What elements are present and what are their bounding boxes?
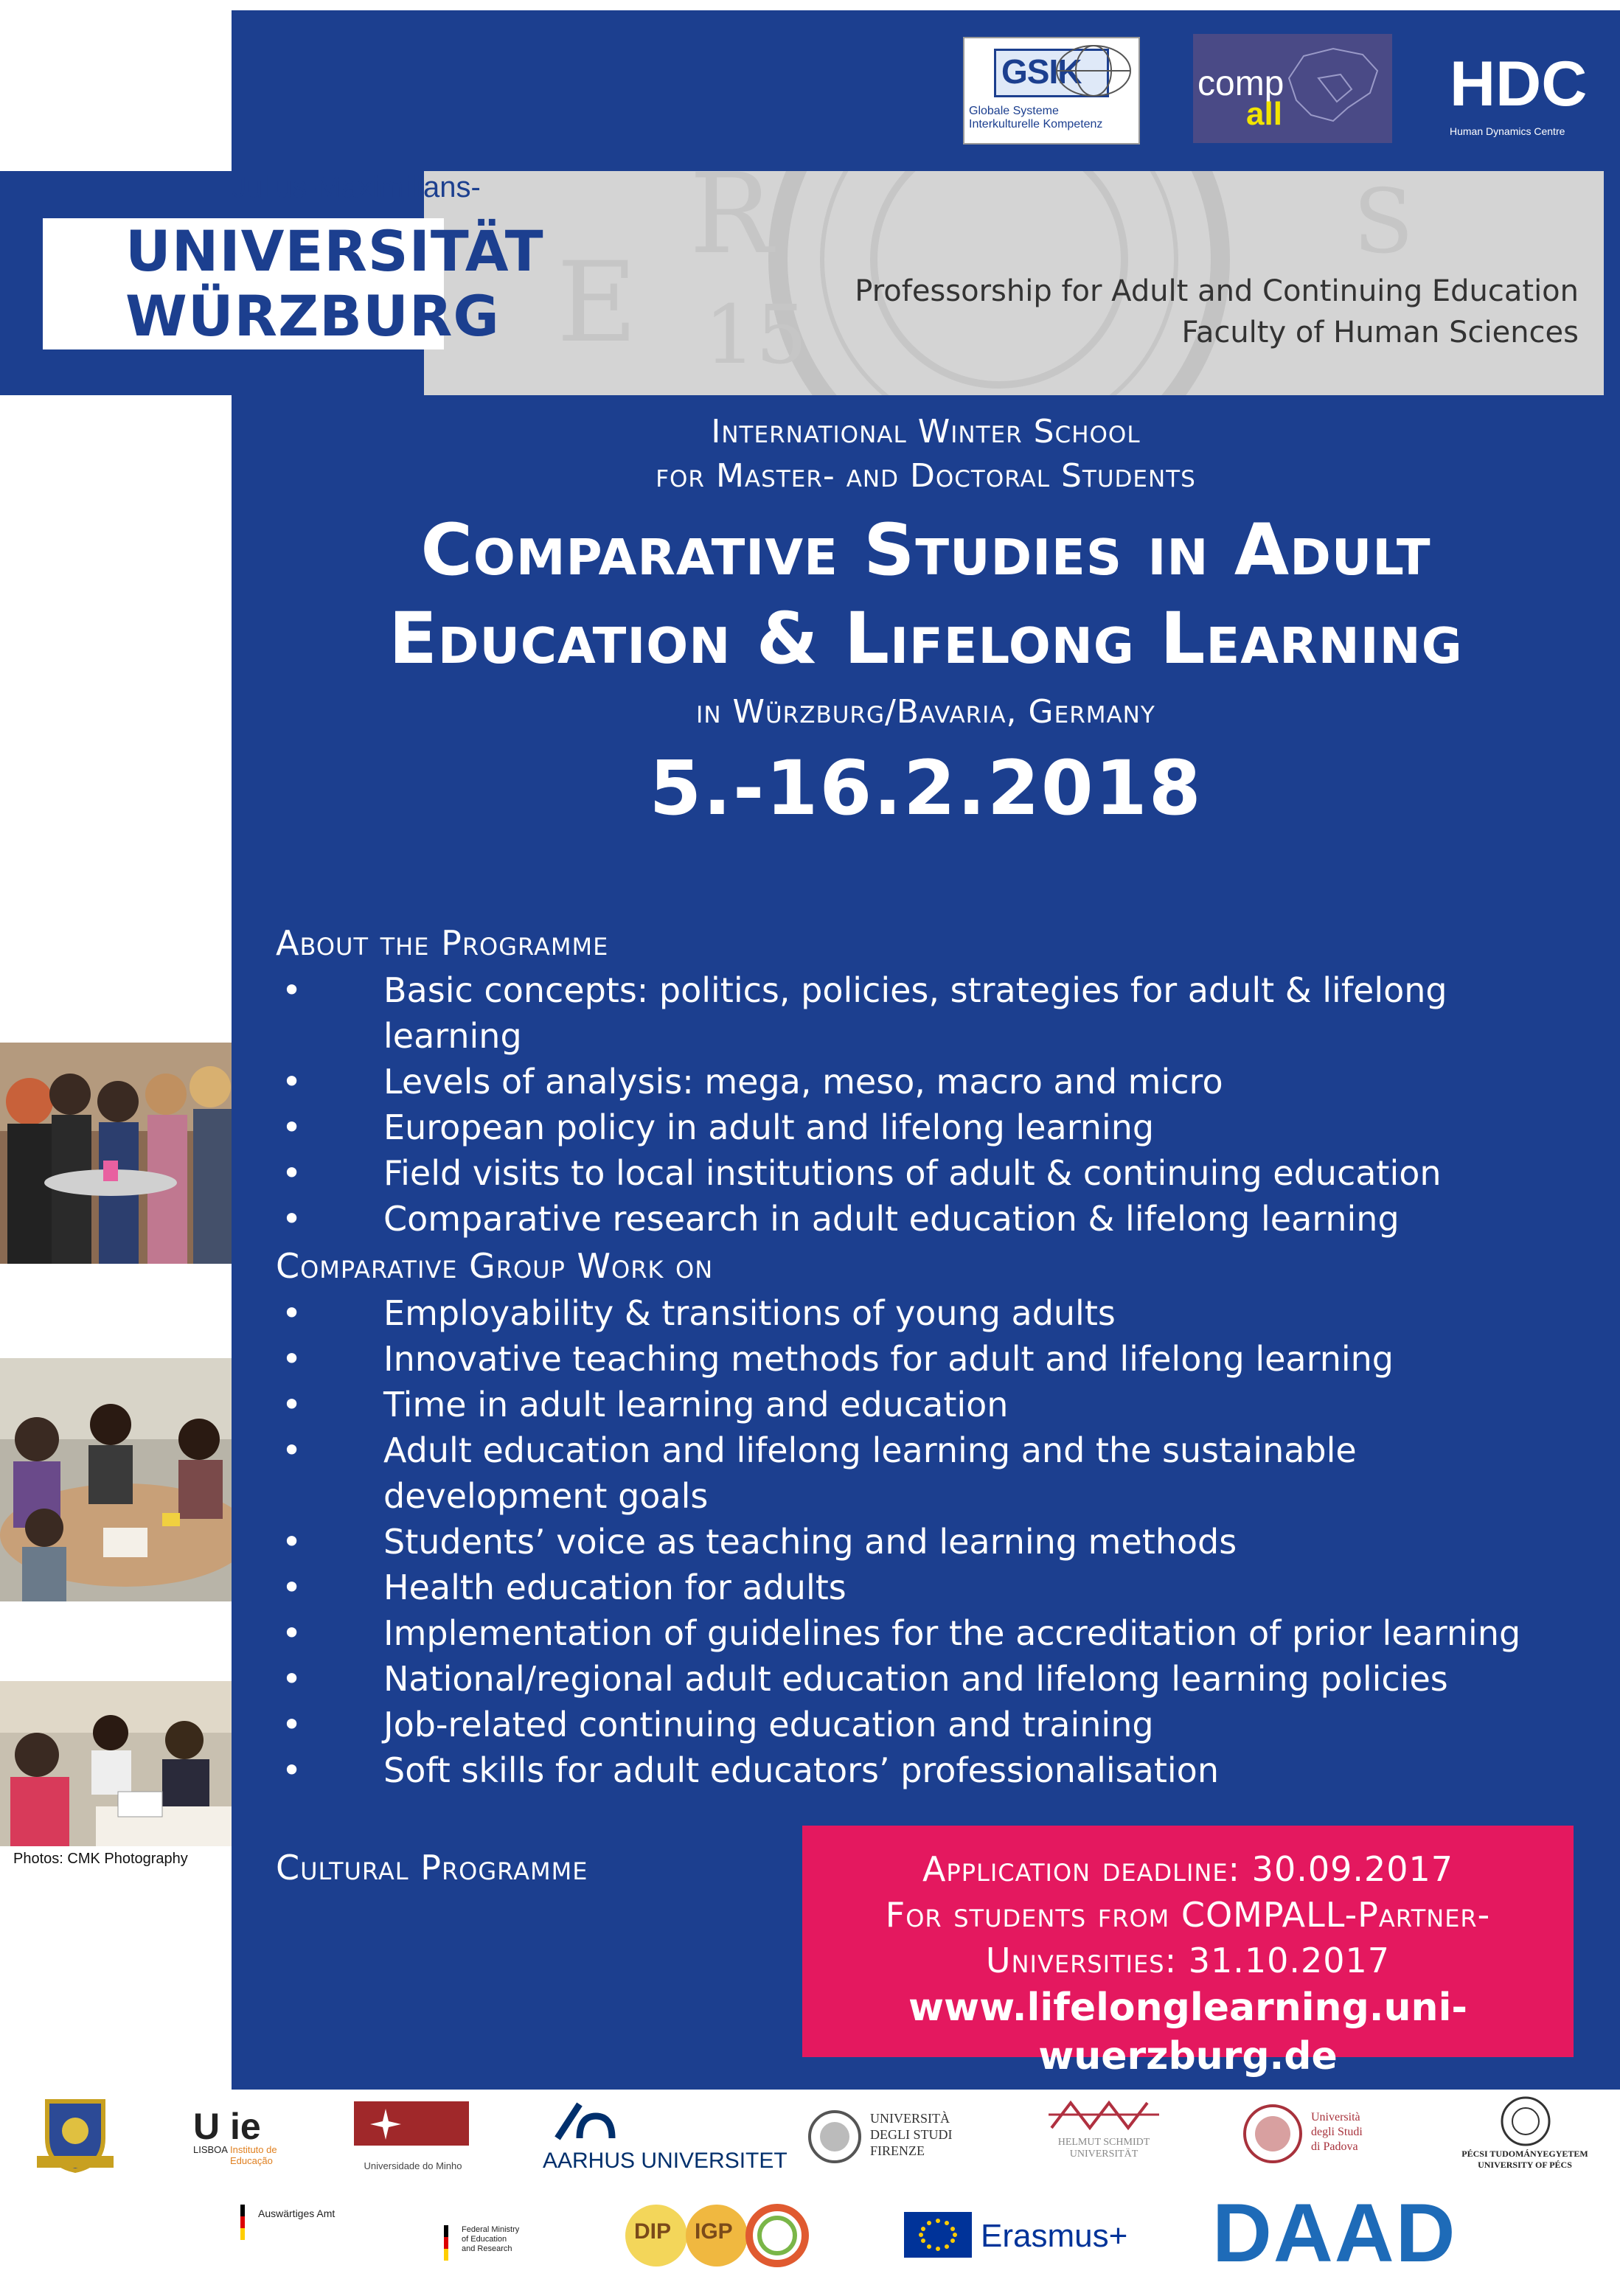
deadline-line3: Universities: 31.10.2017 <box>985 1941 1391 1980</box>
padova-line3: di Padova <box>1311 2140 1358 2153</box>
firenze-line3: FIRENZE <box>870 2143 925 2158</box>
photo-seminar <box>0 1681 232 1846</box>
svg-text:S: S <box>1353 171 1414 274</box>
gsik-logo <box>963 37 1140 145</box>
hsu-mark-icon <box>1049 2098 1159 2132</box>
bullet-icon: • <box>282 1705 302 1744</box>
auswaertiges-name: Auswärtiges Amt <box>258 2208 336 2219</box>
bmbf-line3: and Research <box>462 2244 512 2253</box>
event-type-line2: for Master- and Doctoral Students <box>656 457 1196 495</box>
erasmus-logo <box>904 2212 1128 2259</box>
partner-crest-logo <box>32 2094 118 2174</box>
bullet-icon: • <box>282 970 302 1010</box>
firenze-line2: DEGLI STUDI <box>870 2127 953 2142</box>
list-item-text: Comparative research in adult education & lifelong learning <box>383 1199 1400 1239</box>
bullet-icon: • <box>282 1750 302 1790</box>
compall-mark2: all <box>1246 96 1282 132</box>
list-item <box>276 1702 1588 1747</box>
list-item-text: Health education for adults <box>383 1568 846 1607</box>
aarhus-name: AARHUS UNIVERSITET <box>543 2149 788 2173</box>
svg-text:15: 15 <box>704 288 807 382</box>
bmbf-logo <box>438 2212 541 2271</box>
bullet-icon: • <box>282 1293 302 1333</box>
list-item <box>276 1104 1588 1150</box>
list-item-text: Soft skills for adult educators’ professionalisation <box>383 1750 1219 1790</box>
about-list <box>276 967 1588 1242</box>
svg-text:R: R <box>689 171 773 279</box>
dip-igp-logo <box>621 2200 813 2271</box>
group-work-list <box>276 1290 1588 1793</box>
svg-text:E: E <box>557 239 638 367</box>
photo-caption: Photos: CMK Photography <box>13 1851 188 1867</box>
bullet-icon: • <box>282 1568 302 1607</box>
german-flag-icon <box>438 2225 456 2262</box>
hdc-logo <box>1450 49 1588 145</box>
list-item-text: Job-related continuing education and training <box>383 1705 1154 1744</box>
list-item <box>276 1382 1588 1427</box>
bmbf-line2: of Education <box>462 2235 507 2244</box>
pecs-logo <box>1451 2095 1599 2174</box>
bullet-icon: • <box>282 1613 302 1653</box>
cultural-heading: Cultural Programme <box>276 1848 588 1888</box>
hdc-sub: Human Dynamics Centre <box>1450 125 1565 137</box>
eu-flag-icon <box>904 2212 972 2258</box>
daad-name: DAAD <box>1212 2187 1457 2279</box>
bullet-icon: • <box>282 1339 302 1379</box>
list-item-text: Levels of analysis: mega, meso, macro and micro <box>383 1062 1223 1102</box>
faculty-line: Faculty of Human Sciences <box>1181 316 1579 349</box>
compall-mark1: comp <box>1197 64 1284 103</box>
list-item <box>276 1610 1588 1656</box>
list-item <box>276 1656 1588 1702</box>
bullet-icon: • <box>282 1199 302 1239</box>
list-item <box>276 1336 1588 1382</box>
lisboa-label: LISBOA <box>193 2144 228 2155</box>
igp-mark: IGP <box>695 2219 733 2244</box>
ie-label: Instituto de Educação <box>230 2144 277 2166</box>
list-item-text: Time in adult learning and education <box>383 1385 1009 1424</box>
list-item-text: European policy in adult and lifelong learning <box>383 1107 1155 1147</box>
auswaertiges-amt-logo <box>234 2205 360 2256</box>
list-item <box>276 1150 1588 1196</box>
deadline-box <box>802 1826 1574 2078</box>
hsu-logo <box>1041 2098 1167 2171</box>
list-item-text: Adult education and lifelong learning and the sustainable development goals <box>383 1430 1357 1516</box>
bullet-icon: • <box>282 1153 302 1193</box>
list-item-text: Employability & transitions of young adults <box>383 1293 1116 1333</box>
list-item <box>276 1565 1588 1610</box>
about-heading: About the Programme <box>276 923 609 963</box>
hsu-line1: HELMUT SCHMIDT <box>1057 2137 1150 2148</box>
padova-line1: Università <box>1311 2111 1360 2123</box>
list-item <box>276 1519 1588 1565</box>
list-item-text: Basic concepts: politics, policies, strategies for adult & lifelong learning <box>383 970 1447 1056</box>
gsik-mark: GSIK <box>1001 52 1082 91</box>
list-item <box>276 1290 1588 1336</box>
hdc-mark: HDC <box>1450 49 1588 119</box>
list-item <box>276 1747 1588 1793</box>
list-item-text: National/regional adult education and lifelong learning policies <box>383 1659 1448 1699</box>
bmbf-line1: Federal Ministry <box>462 2225 520 2234</box>
university-name-small: Julius-Maximilians- <box>232 171 481 203</box>
bullet-icon: • <box>282 1107 302 1147</box>
aarhus-mark-icon <box>550 2101 616 2143</box>
bullet-icon: • <box>282 1659 302 1699</box>
event-location: in Würzburg/Bavaria, Germany <box>696 693 1155 731</box>
deadline-line1: Application deadline: 30.09.2017 <box>922 1849 1454 1889</box>
erasmus-name: Erasmus+ <box>981 2218 1128 2254</box>
pecs-line1: PÉCSI TUDOMÁNYEGYETEM <box>1461 2149 1588 2159</box>
firenze-seal-icon <box>807 2109 863 2165</box>
bullet-icon: • <box>282 1522 302 1562</box>
event-title-line1: Comparative Studies in Adult <box>420 509 1431 591</box>
pecs-seal-icon <box>1500 2095 1551 2147</box>
professorship-line: Professorship for Adult and Continuing Education <box>855 274 1579 308</box>
gsik-line2: Interkulturelle Kompetenz <box>969 118 1103 131</box>
university-name-line2: WÜRZBURG <box>125 283 500 349</box>
lisboa-ie-mark: U ie <box>193 2106 261 2147</box>
pecs-line2: UNIVERSITY OF PÉCS <box>1478 2160 1572 2170</box>
bullet-icon: • <box>282 1430 302 1470</box>
list-item <box>276 1427 1588 1519</box>
event-type-line1: International Winter School <box>711 413 1141 450</box>
deadline-line2: For students from COMPALL-Partner- <box>885 1895 1491 1935</box>
padova-logo <box>1242 2103 1389 2169</box>
padova-seal-icon <box>1242 2103 1304 2165</box>
list-item-text: Students’ voice as teaching and learning methods <box>383 1522 1237 1562</box>
compall-logo <box>1193 34 1392 143</box>
list-item <box>276 967 1588 1059</box>
list-item-text: Implementation of guidelines for the accreditation of prior learning <box>383 1613 1521 1653</box>
globe-icon <box>1053 41 1134 100</box>
list-item-text: Innovative teaching methods for adult and lifelong learning <box>383 1339 1394 1379</box>
event-date: 5.-16.2.2018 <box>649 745 1203 832</box>
list-item-text: Field visits to local institutions of adult & continuing education <box>383 1153 1442 1193</box>
german-flag-icon <box>234 2205 252 2241</box>
minho-name: Universidade do Minho <box>364 2160 462 2171</box>
daad-logo <box>1212 2187 1478 2279</box>
dip-mark: DIP <box>634 2219 672 2244</box>
minho-logo <box>354 2101 472 2178</box>
lisboa-ie-logo <box>193 2107 289 2166</box>
gsik-line1: Globale Systeme <box>969 105 1059 117</box>
list-item <box>276 1196 1588 1242</box>
photo-group-students <box>0 1043 232 1264</box>
hsu-line2: UNIVERSITÄT <box>1069 2149 1138 2160</box>
bullet-icon: • <box>282 1385 302 1424</box>
minho-star-icon <box>369 2107 403 2141</box>
website-link[interactable]: www.lifelonglearning.uni-wuerzburg.de <box>908 1986 1467 2078</box>
group-work-heading: Comparative Group Work on <box>276 1246 714 1286</box>
padova-line2: degli Studi <box>1311 2126 1363 2138</box>
firenze-logo <box>807 2106 959 2168</box>
aarhus-logo <box>540 2101 788 2178</box>
bullet-icon: • <box>282 1062 302 1102</box>
university-name-line1: UNIVERSITÄT <box>125 218 544 284</box>
event-title-line2: Education & Lifelong Learning <box>389 597 1463 680</box>
photo-group-work <box>0 1358 232 1601</box>
firenze-line1: UNIVERSITÀ <box>870 2111 950 2126</box>
list-item <box>276 1059 1588 1104</box>
